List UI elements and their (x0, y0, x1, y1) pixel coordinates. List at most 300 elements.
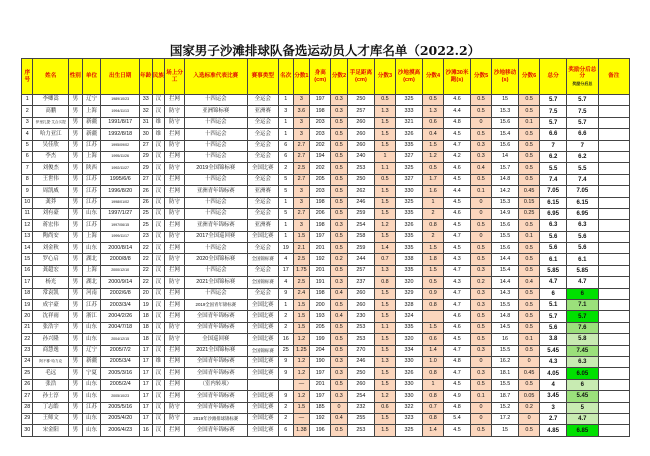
table-row (22, 288, 630, 299)
table-cell: 3.6 (293, 106, 310, 117)
table-cell: 27 (22, 391, 33, 402)
table-cell: 2019全国锦标赛 (184, 163, 247, 174)
table-cell: 19 (22, 300, 33, 311)
table-cell: 2.5 (293, 277, 310, 288)
table-cell: 0.3 (331, 356, 348, 367)
table-cell: 1995/6/6 (101, 174, 140, 185)
table-cell: 0.5 (519, 425, 540, 436)
table-cell: 244 (347, 254, 374, 265)
table-cell: 7.4 (540, 174, 567, 185)
table-cell: 十四运会 (184, 208, 247, 219)
table-cell: 2000/9/14 (101, 277, 140, 288)
table-cell: 0.5 (331, 174, 348, 185)
table-cell: 亚洲锦标赛 (184, 106, 247, 117)
column-header: 手足距离(cm) (347, 59, 374, 95)
table-cell: 丁志皓 (33, 402, 69, 413)
table-cell: 6.6 (540, 129, 567, 140)
table-cell: 1.2 (375, 220, 396, 231)
table-cell: 5.1 (540, 300, 567, 311)
table-cell: 全运会 (247, 151, 278, 162)
table-cell: 哈力亚江 (33, 129, 69, 140)
table-cell: 0.3 (471, 265, 492, 276)
table-cell: 亚洲赛 (247, 106, 278, 117)
table-cell: 0.5 (519, 243, 540, 254)
table-cell: 拦网 (165, 129, 185, 140)
table-cell (598, 95, 629, 106)
table-cell: 202 (310, 140, 331, 151)
table-cell: 16.2 (491, 356, 518, 367)
table-cell: 4.4 (443, 186, 470, 197)
table-cell: 0.05 (519, 391, 540, 402)
table-cell: 江苏 (82, 402, 101, 413)
table-cell: 伊里扎提·艾合买提 (33, 117, 69, 128)
column-header: 奖励分后总分 奖励分后总 (567, 59, 598, 95)
table-cell: 201 (310, 379, 331, 390)
table-cell: 7.5 (567, 106, 598, 117)
table-cell: 沈祥雨 (33, 311, 69, 322)
table-cell: 0.6 (375, 402, 396, 413)
table-cell: 1.4 (375, 243, 396, 254)
table-cell: 0.5 (331, 334, 348, 345)
table-cell: 0.8 (423, 300, 444, 311)
table-cell: 湖北 (82, 254, 101, 265)
table-cell: 0.3 (331, 220, 348, 231)
table-cell: 0.3 (471, 300, 492, 311)
table-cell: 5.6 (540, 322, 567, 333)
table-cell: 刘金秋 (33, 243, 69, 254)
table-cell: 商慧逸 (33, 345, 69, 356)
table-cell: 拦网 (165, 391, 185, 402)
table-cell: 338 (395, 254, 422, 265)
table-cell: 男 (69, 413, 83, 424)
table-cell: 全国锦标赛 (247, 254, 278, 265)
table-cell: 全国比赛 (247, 322, 278, 333)
table-cell: 5.8 (567, 334, 598, 345)
table-cell: 14.4 (491, 277, 518, 288)
table-cell: 男 (69, 117, 83, 128)
table-cell: 男 (69, 197, 83, 208)
table-cell: 0 (471, 197, 492, 208)
table-cell: 17 (278, 265, 293, 276)
table-cell: 2021全国锦标赛 (184, 277, 247, 288)
table-cell: 28 (22, 402, 33, 413)
table-row (22, 311, 630, 322)
table-cell: 4.85 (540, 425, 567, 436)
table-cell: 9 (278, 288, 293, 299)
table-cell: 浙江 (82, 311, 101, 322)
table-cell: 0.5 (331, 243, 348, 254)
table-cell: 196 (310, 425, 331, 436)
table-cell: 汉 (152, 288, 165, 299)
table-cell: 汉 (152, 311, 165, 322)
table-cell: 5.6 (567, 231, 598, 242)
award-header-subnote: 奖励分后总 (572, 80, 593, 86)
table-cell: 汉 (152, 391, 165, 402)
table-cell: 4.3 (443, 254, 470, 265)
table-cell: 汉 (152, 208, 165, 219)
column-header: 分数5 (471, 59, 492, 95)
table-cell: 0.2 (471, 277, 492, 288)
table-cell: 26 (22, 379, 33, 390)
table-cell: 0.5 (331, 117, 348, 128)
table-cell: 男 (69, 186, 83, 197)
table-cell: 14.5 (491, 322, 518, 333)
table-cell: （室内转项） (184, 379, 247, 390)
table-cell: 6.85 (567, 425, 598, 436)
table-cell: 山东 (82, 379, 101, 390)
table-cell: 0.4 (331, 311, 348, 322)
table-cell: 22 (22, 334, 33, 345)
table-cell: 亚洲赛 (247, 186, 278, 197)
table-cell: 全国比赛 (247, 356, 278, 367)
table-cell: 1.5 (375, 231, 396, 242)
table-cell (598, 379, 629, 390)
table-cell: 19 (140, 300, 153, 311)
table-cell: 0.5 (331, 265, 348, 276)
table-cell: 亚洲青年锦标赛 (184, 186, 247, 197)
table-cell: 男 (69, 356, 83, 367)
table-cell: 7.05 (567, 186, 598, 197)
table-cell: 31 (140, 117, 153, 128)
table-cell: 拦网 (165, 356, 185, 367)
table-cell: 4.7 (443, 368, 470, 379)
table-cell: 蒋宏伟 (33, 220, 69, 231)
table-cell: 1.5 (423, 140, 444, 151)
table-cell: 0.4 (331, 413, 348, 424)
table-cell: 4.6 (443, 163, 470, 174)
table-cell: 汉 (152, 151, 165, 162)
table-cell: — (293, 379, 310, 390)
column-header: 入选标准代表比赛 (184, 59, 247, 95)
table-cell: 194 (310, 151, 331, 162)
table-cell: 0.4 (331, 288, 348, 299)
table-cell: 6.1 (540, 254, 567, 265)
table-cell: 2.7 (293, 151, 310, 162)
table-cell: 0.45 (519, 368, 540, 379)
table-cell: 30 (22, 425, 33, 436)
table-cell: 3 (293, 129, 310, 140)
table-cell: 5 (278, 186, 293, 197)
table-cell: 湖北 (82, 277, 101, 288)
table-cell: 2.7 (293, 140, 310, 151)
table-cell: 2 (278, 163, 293, 174)
table-cell: 237 (347, 277, 374, 288)
table-cell: 327 (395, 151, 422, 162)
table-cell: 7.5 (540, 106, 567, 117)
table-cell: 1 (278, 197, 293, 208)
table-cell: 197 (310, 231, 331, 242)
table-cell: 江苏 (82, 197, 101, 208)
table-cell: 亚洲赛 (247, 220, 278, 231)
table-cell: 1.3 (375, 356, 396, 367)
table-cell: 防守 (165, 254, 185, 265)
table-cell: 1.2 (423, 151, 444, 162)
table-cell: 4.6 (443, 322, 470, 333)
table-cell: 335 (395, 243, 422, 254)
table-cell: 上海 (82, 106, 101, 117)
table-cell: 王师文 (33, 413, 69, 424)
table-cell: 全国比赛 (247, 334, 278, 345)
table-cell: 刘俊杰 (33, 163, 69, 174)
table-cell: 男 (69, 265, 83, 276)
table-cell: 6 (278, 151, 293, 162)
table-cell: 1.4 (423, 345, 444, 356)
table-cell: 0 (471, 117, 492, 128)
table-cell (598, 186, 629, 197)
table-cell: 龚莽 (33, 197, 69, 208)
table-cell: 17 (140, 379, 153, 390)
table-cell: 13 (22, 231, 33, 242)
table-cell: 男 (69, 129, 83, 140)
table-cell: 197 (310, 368, 331, 379)
table-cell: 26 (140, 197, 153, 208)
table-cell: 246 (347, 356, 374, 367)
table-cell: 江苏 (82, 300, 101, 311)
table-cell: 15.4 (491, 265, 518, 276)
table-cell: 253 (347, 425, 374, 436)
table-cell: 汉 (152, 402, 165, 413)
table-cell: 1.8 (423, 254, 444, 265)
table-cell: 5 (567, 402, 598, 413)
column-header: 分数1 (293, 59, 310, 95)
table-cell (598, 345, 629, 356)
table-cell: 3 (293, 197, 310, 208)
table-row (22, 413, 630, 424)
table-row (22, 186, 630, 197)
table-cell: 4.3 (540, 356, 567, 367)
table-cell: 4.5 (443, 334, 470, 345)
table-cell (598, 220, 629, 231)
table-cell: 205 (310, 174, 331, 185)
table-cell: 18 (140, 311, 153, 322)
table-row (22, 356, 630, 367)
table-cell: 全国青年锦标赛 (184, 368, 247, 379)
table-cell: 326 (395, 368, 422, 379)
table-cell: 6.2 (567, 151, 598, 162)
table-cell: 汉 (152, 220, 165, 231)
table-cell: 329 (395, 288, 422, 299)
table-cell: 男 (69, 300, 83, 311)
table-cell: 汉 (152, 174, 165, 185)
table-cell: 7.6 (567, 322, 598, 333)
table-cell: 全国比赛 (247, 402, 278, 413)
table-cell: 防守 (165, 208, 185, 219)
table-body (22, 95, 630, 437)
table-cell: 1.2 (293, 368, 310, 379)
table-cell (598, 151, 629, 162)
table-cell: 5 (278, 208, 293, 219)
table-cell: 6.3 (567, 220, 598, 231)
table-cell: 15.6 (491, 243, 518, 254)
table-cell: 李卿嵩 (33, 95, 69, 106)
table-cell: 男 (69, 140, 83, 151)
table-cell: 0 (519, 413, 540, 424)
table-cell: 2.1 (293, 243, 310, 254)
table-cell: 0.5 (471, 95, 492, 106)
table-cell: 330 (395, 379, 422, 390)
table-cell: 6.15 (540, 197, 567, 208)
table-cell: 325 (395, 425, 422, 436)
table-cell: 5.6 (567, 243, 598, 254)
table-cell: 1.5 (293, 311, 310, 322)
table-cell: 2000/12/10 (101, 265, 140, 276)
table-cell: 1.3 (375, 106, 396, 117)
table-cell: 1.2 (293, 356, 310, 367)
table-cell: 257 (347, 106, 374, 117)
table-cell: 6 (567, 379, 598, 390)
table-cell: 5.45 (540, 345, 567, 356)
table-cell (598, 174, 629, 185)
table-cell: 0.3 (471, 140, 492, 151)
table-cell: 汉 (152, 277, 165, 288)
table-cell: 198 (310, 288, 331, 299)
table-cell: 4.7 (567, 277, 598, 288)
table-cell: 0.5 (519, 265, 540, 276)
table-cell: 全运会 (247, 243, 278, 254)
table-cell: 6.1 (567, 254, 598, 265)
table-cell: 1.3 (375, 265, 396, 276)
table-cell (598, 208, 629, 219)
table-cell: 0.5 (471, 106, 492, 117)
table-cell: 1999/11/17 (101, 231, 140, 242)
table-cell: 18.1 (491, 368, 518, 379)
table-cell: 2.5 (293, 254, 310, 265)
table-cell: 0.1 (519, 117, 540, 128)
table-cell: 199 (310, 334, 331, 345)
table-cell: 拦网 (165, 186, 185, 197)
table-cell: 6 (278, 140, 293, 151)
table-cell: 253 (347, 322, 374, 333)
table-cell: 汉 (152, 425, 165, 436)
table-cell: 防守 (165, 277, 185, 288)
table-cell: 335 (395, 208, 422, 219)
table-cell: 0.5 (331, 345, 348, 356)
table-cell: 270 (347, 345, 374, 356)
table-cell: 5.85 (540, 265, 567, 276)
table-cell: 200 (310, 300, 331, 311)
table-cell: 260 (347, 129, 374, 140)
table-cell: 陶尚安 (33, 231, 69, 242)
column-header: 出生日期 (101, 59, 140, 95)
table-cell: 0 (519, 356, 540, 367)
table-cell: 198 (310, 106, 331, 117)
table-cell: 0.5 (519, 220, 540, 231)
table-cell: 1.5 (375, 368, 396, 379)
table-cell: 1.7 (423, 174, 444, 185)
table-cell: 男 (69, 174, 83, 185)
table-row (22, 379, 630, 390)
table-cell: 全运会 (247, 288, 278, 299)
table-cell: 0.6 (423, 334, 444, 345)
table-cell: 17 (140, 345, 153, 356)
table-cell: 2000/8/14 (101, 243, 140, 254)
table-cell (598, 117, 629, 128)
table-cell (598, 311, 629, 322)
table-cell: 0.5 (519, 345, 540, 356)
table-cell: 6 (22, 151, 33, 162)
table-cell: 全国比赛 (247, 163, 278, 174)
table-cell: 张浩宇 (33, 322, 69, 333)
table-cell: 拦网 (165, 95, 185, 106)
table-cell: 1 (278, 220, 293, 231)
table-cell: 0.5 (471, 220, 492, 231)
table-cell: 汉 (152, 231, 165, 242)
table-cell: 254 (347, 220, 374, 231)
table-cell: 259 (347, 243, 374, 254)
table-cell: 常袁凯 (33, 288, 69, 299)
table-cell: 辽宁 (82, 345, 101, 356)
table-row (22, 174, 630, 185)
table-row (22, 129, 630, 140)
table-cell: 3 (293, 117, 310, 128)
table-cell: 1 (278, 300, 293, 311)
column-header: 分数2 (331, 59, 348, 95)
athlete-table (21, 58, 630, 437)
table-cell: 2002/6/8 (101, 288, 140, 299)
table-cell: 男 (69, 208, 83, 219)
table-cell: 4.7 (443, 140, 470, 151)
table-cell: 29 (140, 163, 153, 174)
table-cell: 陕西 (82, 163, 101, 174)
table-cell: 5.7 (567, 311, 598, 322)
table-cell: 1.5 (375, 117, 396, 128)
table-row (22, 345, 630, 356)
column-header: 分数4 (423, 59, 444, 95)
table-cell: 全国青年锦标赛 (184, 356, 247, 367)
table-cell: 5.4 (443, 413, 470, 424)
table-cell: 10 (22, 197, 33, 208)
table-cell: 1.2 (375, 391, 396, 402)
table-cell: 185 (310, 402, 331, 413)
table-cell: 7.05 (540, 186, 567, 197)
table-cell: 4.7 (443, 231, 470, 242)
table-cell: 15.4 (491, 129, 518, 140)
table-cell: 上海 (82, 231, 101, 242)
table-cell: 16 (491, 334, 518, 345)
table-cell: 8 (22, 174, 33, 185)
column-header: 序号 (22, 59, 33, 95)
table-cell: 1.6 (423, 186, 444, 197)
table-cell: 5.85 (567, 265, 598, 276)
column-header: 民族 (152, 59, 165, 95)
table-cell: 1.4 (423, 425, 444, 436)
table-cell: 6 (540, 288, 567, 299)
table-cell: 汉 (152, 140, 165, 151)
table-cell: 1.5 (375, 425, 396, 436)
table-cell: 2 (278, 413, 293, 424)
table-cell: 河南 (82, 288, 101, 299)
table-cell: 9 (278, 391, 293, 402)
table-cell: 2005/3/4 (101, 356, 140, 367)
table-cell: 11 (22, 208, 33, 219)
table-cell: 18 (140, 334, 153, 345)
table-cell: 男 (69, 425, 83, 436)
table-cell: 193 (310, 311, 331, 322)
table-cell: 20 (140, 288, 153, 299)
table-cell: 2005/5/16 (101, 402, 140, 413)
table-cell (598, 163, 629, 174)
table-cell: 山东 (82, 413, 101, 424)
table-cell: 26 (140, 186, 153, 197)
table-cell: 20 (22, 311, 33, 322)
table-cell: 17 (140, 368, 153, 379)
table-cell: 17 (140, 356, 153, 367)
table-row (22, 254, 630, 265)
table-cell: 阿不都·哈力克 (33, 356, 69, 367)
table-cell: 2006/4/23 (101, 425, 140, 436)
table-cell: 0 (471, 208, 492, 219)
table-cell: 4.4 (443, 106, 470, 117)
